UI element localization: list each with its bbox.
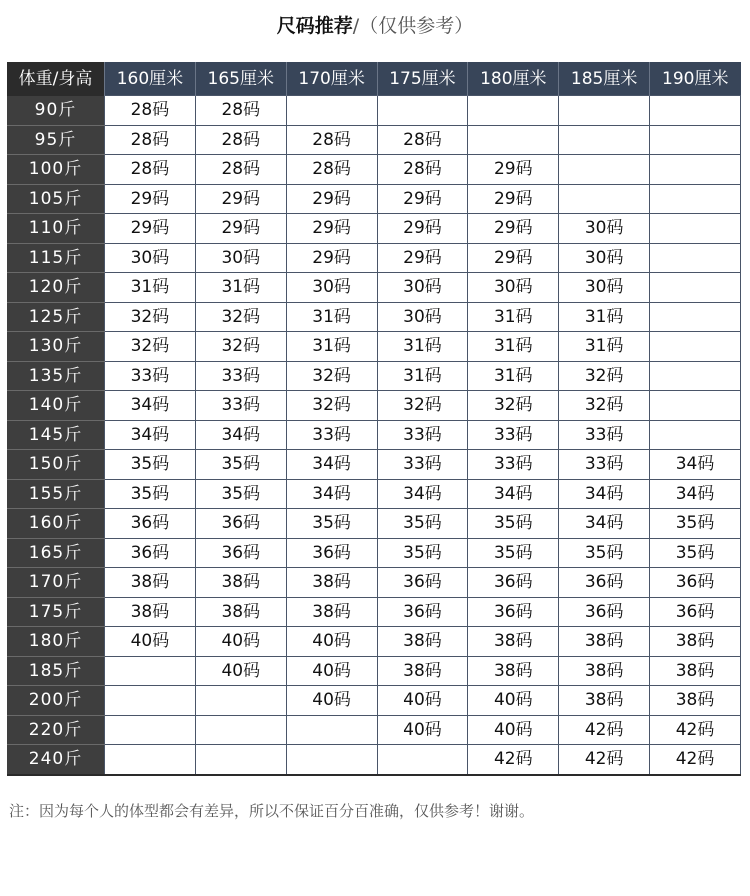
table-row <box>7 214 741 244</box>
size-cell: 31码 <box>559 332 650 362</box>
weight-cell: 180斤 <box>7 627 105 657</box>
weight-cell: 240斤 <box>7 745 105 775</box>
weight-cell: 200斤 <box>7 686 105 716</box>
size-cell <box>650 214 741 244</box>
size-cell: 29码 <box>468 184 559 214</box>
title-main: 尺码推荐 <box>276 15 353 37</box>
size-cell: 33码 <box>559 420 650 450</box>
size-cell: 34码 <box>105 391 196 421</box>
size-cell: 29码 <box>286 214 377 244</box>
size-cell: 30码 <box>377 302 468 332</box>
size-cell <box>377 745 468 775</box>
size-cell <box>559 155 650 185</box>
page-title <box>0 13 750 39</box>
size-cell: 31码 <box>195 273 286 303</box>
size-cell: 40码 <box>105 627 196 657</box>
size-cell: 29码 <box>195 214 286 244</box>
size-cell: 33码 <box>377 450 468 480</box>
size-cell: 40码 <box>286 627 377 657</box>
size-cell: 35码 <box>105 479 196 509</box>
size-cell: 31码 <box>286 302 377 332</box>
size-cell: 38码 <box>377 627 468 657</box>
size-cell: 29码 <box>105 214 196 244</box>
weight-cell: 120斤 <box>7 273 105 303</box>
table-row <box>7 568 741 598</box>
size-cell: 32码 <box>286 361 377 391</box>
size-cell: 32码 <box>195 302 286 332</box>
size-cell: 36码 <box>650 597 741 627</box>
size-cell <box>286 96 377 126</box>
size-cell: 30码 <box>559 214 650 244</box>
weight-cell: 175斤 <box>7 597 105 627</box>
size-cell: 38码 <box>559 686 650 716</box>
table-row <box>7 509 741 539</box>
size-cell: 33码 <box>468 420 559 450</box>
weight-cell: 150斤 <box>7 450 105 480</box>
size-cell: 36码 <box>377 568 468 598</box>
size-cell <box>468 96 559 126</box>
column-header: 180厘米 <box>468 62 559 96</box>
size-cell: 30码 <box>559 273 650 303</box>
size-cell: 31码 <box>468 361 559 391</box>
size-cell: 40码 <box>377 686 468 716</box>
size-cell: 38码 <box>468 627 559 657</box>
table-body <box>7 96 741 775</box>
size-cell: 36码 <box>105 509 196 539</box>
size-cell <box>105 656 196 686</box>
size-cell: 29码 <box>468 214 559 244</box>
weight-cell: 145斤 <box>7 420 105 450</box>
size-cell: 29码 <box>195 184 286 214</box>
size-cell: 36码 <box>377 597 468 627</box>
weight-cell: 185斤 <box>7 656 105 686</box>
size-cell: 30码 <box>559 243 650 273</box>
size-cell: 36码 <box>286 538 377 568</box>
size-cell: 40码 <box>377 715 468 745</box>
size-cell: 34码 <box>286 479 377 509</box>
size-cell: 38码 <box>559 627 650 657</box>
size-cell: 38码 <box>195 597 286 627</box>
size-cell: 28码 <box>105 125 196 155</box>
weight-cell: 110斤 <box>7 214 105 244</box>
size-cell: 35码 <box>377 509 468 539</box>
size-cell: 34码 <box>650 479 741 509</box>
table-row <box>7 597 741 627</box>
table-row <box>7 715 741 745</box>
weight-cell: 165斤 <box>7 538 105 568</box>
size-cell: 28码 <box>286 125 377 155</box>
size-cell: 31码 <box>286 332 377 362</box>
table-row <box>7 332 741 362</box>
size-cell: 28码 <box>195 96 286 126</box>
size-cell: 33码 <box>105 361 196 391</box>
size-cell: 34码 <box>377 479 468 509</box>
size-cell: 36码 <box>468 568 559 598</box>
size-cell <box>559 125 650 155</box>
size-cell: 33码 <box>559 450 650 480</box>
size-cell <box>650 420 741 450</box>
size-cell: 40码 <box>286 656 377 686</box>
size-cell: 38码 <box>468 656 559 686</box>
table-row <box>7 155 741 185</box>
size-cell: 35码 <box>377 538 468 568</box>
size-chart-table <box>7 62 741 776</box>
size-cell: 36码 <box>650 568 741 598</box>
weight-cell: 125斤 <box>7 302 105 332</box>
size-cell: 36码 <box>105 538 196 568</box>
size-cell: 34码 <box>468 479 559 509</box>
weight-cell: 155斤 <box>7 479 105 509</box>
weight-cell: 90斤 <box>7 96 105 126</box>
size-cell <box>650 155 741 185</box>
size-cell <box>195 686 286 716</box>
size-cell: 33码 <box>195 391 286 421</box>
size-cell: 31码 <box>468 302 559 332</box>
size-cell: 28码 <box>105 155 196 185</box>
size-cell: 30码 <box>377 273 468 303</box>
size-cell: 36码 <box>195 538 286 568</box>
size-cell: 29码 <box>468 155 559 185</box>
column-header: 175厘米 <box>377 62 468 96</box>
size-cell: 42码 <box>559 715 650 745</box>
size-cell <box>650 125 741 155</box>
size-cell <box>650 361 741 391</box>
size-cell: 33码 <box>468 450 559 480</box>
size-cell <box>650 332 741 362</box>
table-row <box>7 479 741 509</box>
weight-cell: 140斤 <box>7 391 105 421</box>
size-cell <box>650 302 741 332</box>
size-cell <box>105 715 196 745</box>
size-cell: 40码 <box>286 686 377 716</box>
size-cell <box>559 96 650 126</box>
size-cell: 31码 <box>468 332 559 362</box>
size-cell: 42码 <box>650 745 741 775</box>
size-cell <box>650 243 741 273</box>
size-cell: 38码 <box>559 656 650 686</box>
table-header <box>7 62 741 96</box>
table-row <box>7 125 741 155</box>
size-cell: 34码 <box>105 420 196 450</box>
size-cell: 38码 <box>650 686 741 716</box>
weight-cell: 130斤 <box>7 332 105 362</box>
table-row <box>7 273 741 303</box>
weight-cell: 135斤 <box>7 361 105 391</box>
size-cell: 32码 <box>377 391 468 421</box>
column-header: 170厘米 <box>286 62 377 96</box>
size-cell: 32码 <box>286 391 377 421</box>
size-cell: 29码 <box>377 243 468 273</box>
size-cell: 38码 <box>650 627 741 657</box>
size-cell <box>286 715 377 745</box>
table-row <box>7 450 741 480</box>
table-row <box>7 656 741 686</box>
size-cell: 28码 <box>286 155 377 185</box>
size-cell: 29码 <box>105 184 196 214</box>
size-cell: 40码 <box>195 627 286 657</box>
footnote: 注：因为每个人的体型都会有差异，所以不保证百分百准确，仅供参考！谢谢。 <box>9 802 535 820</box>
table-row <box>7 302 741 332</box>
size-cell <box>650 273 741 303</box>
size-cell: 34码 <box>195 420 286 450</box>
size-cell: 38码 <box>286 568 377 598</box>
size-cell: 31码 <box>377 361 468 391</box>
size-cell: 33码 <box>195 361 286 391</box>
size-cell: 40码 <box>468 715 559 745</box>
size-cell: 35码 <box>650 538 741 568</box>
size-cell: 40码 <box>468 686 559 716</box>
weight-cell: 115斤 <box>7 243 105 273</box>
header-row <box>7 62 741 96</box>
size-cell: 36码 <box>468 597 559 627</box>
size-cell: 28码 <box>105 96 196 126</box>
size-cell: 32码 <box>468 391 559 421</box>
size-cell: 35码 <box>468 538 559 568</box>
corner-header-cell: 体重/身高 <box>7 62 105 96</box>
weight-cell: 105斤 <box>7 184 105 214</box>
weight-cell: 95斤 <box>7 125 105 155</box>
weight-cell: 100斤 <box>7 155 105 185</box>
size-cell: 29码 <box>377 214 468 244</box>
size-cell <box>195 745 286 775</box>
size-cell: 38码 <box>650 656 741 686</box>
size-cell: 35码 <box>195 479 286 509</box>
size-cell: 42码 <box>559 745 650 775</box>
size-cell: 38码 <box>286 597 377 627</box>
size-cell: 38码 <box>195 568 286 598</box>
size-cell: 32码 <box>559 391 650 421</box>
size-cell <box>105 745 196 775</box>
size-cell <box>650 96 741 126</box>
size-cell: 34码 <box>559 479 650 509</box>
size-cell: 31码 <box>559 302 650 332</box>
table-row <box>7 538 741 568</box>
size-cell: 28码 <box>195 155 286 185</box>
weight-cell: 160斤 <box>7 509 105 539</box>
column-header: 185厘米 <box>559 62 650 96</box>
title-subtitle: /（仅供参考） <box>352 15 474 37</box>
table-row <box>7 686 741 716</box>
size-cell: 28码 <box>377 125 468 155</box>
size-cell: 30码 <box>195 243 286 273</box>
size-cell: 29码 <box>286 243 377 273</box>
size-cell: 35码 <box>559 538 650 568</box>
table-row <box>7 361 741 391</box>
table-row <box>7 184 741 214</box>
weight-cell: 220斤 <box>7 715 105 745</box>
size-cell: 36码 <box>195 509 286 539</box>
table-row <box>7 243 741 273</box>
size-cell <box>377 96 468 126</box>
size-cell: 33码 <box>377 420 468 450</box>
size-cell <box>468 125 559 155</box>
size-cell: 32码 <box>105 302 196 332</box>
size-cell <box>650 184 741 214</box>
size-cell <box>559 184 650 214</box>
size-cell: 35码 <box>105 450 196 480</box>
size-cell: 38码 <box>377 656 468 686</box>
size-cell <box>195 715 286 745</box>
size-cell: 34码 <box>286 450 377 480</box>
weight-cell: 170斤 <box>7 568 105 598</box>
size-cell: 36码 <box>559 597 650 627</box>
size-cell: 32码 <box>105 332 196 362</box>
size-cell: 34码 <box>559 509 650 539</box>
table-row <box>7 627 741 657</box>
size-cell: 42码 <box>650 715 741 745</box>
size-cell: 31码 <box>377 332 468 362</box>
size-cell: 35码 <box>195 450 286 480</box>
size-cell: 29码 <box>468 243 559 273</box>
size-cell: 40码 <box>195 656 286 686</box>
table-row <box>7 420 741 450</box>
size-cell: 36码 <box>559 568 650 598</box>
size-cell: 32码 <box>195 332 286 362</box>
size-cell: 32码 <box>559 361 650 391</box>
size-cell: 29码 <box>286 184 377 214</box>
column-header: 165厘米 <box>195 62 286 96</box>
size-cell <box>286 745 377 775</box>
size-cell: 33码 <box>286 420 377 450</box>
size-cell: 30码 <box>286 273 377 303</box>
size-cell: 35码 <box>650 509 741 539</box>
size-cell: 38码 <box>105 597 196 627</box>
size-cell: 35码 <box>286 509 377 539</box>
table-row <box>7 96 741 126</box>
size-cell <box>105 686 196 716</box>
size-cell: 38码 <box>105 568 196 598</box>
size-cell: 28码 <box>377 155 468 185</box>
column-header: 190厘米 <box>650 62 741 96</box>
table-row <box>7 745 741 775</box>
column-header: 160厘米 <box>105 62 196 96</box>
size-cell: 42码 <box>468 745 559 775</box>
size-cell <box>650 391 741 421</box>
size-cell: 30码 <box>468 273 559 303</box>
size-cell: 29码 <box>377 184 468 214</box>
table-row <box>7 391 741 421</box>
size-cell: 30码 <box>105 243 196 273</box>
size-cell: 34码 <box>650 450 741 480</box>
size-cell: 35码 <box>468 509 559 539</box>
size-cell: 28码 <box>195 125 286 155</box>
size-cell: 31码 <box>105 273 196 303</box>
